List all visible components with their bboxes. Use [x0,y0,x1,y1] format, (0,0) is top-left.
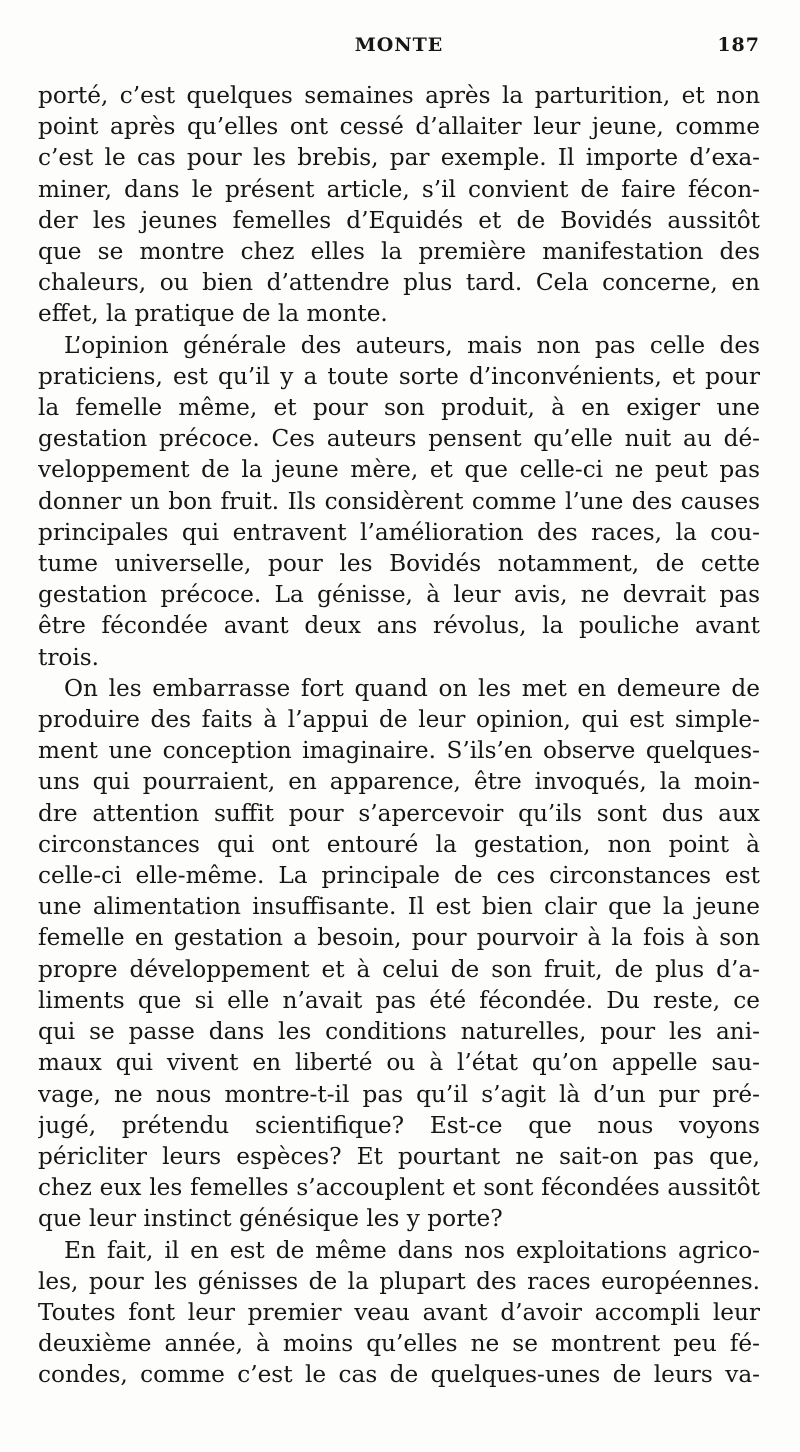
text-line: que leur instinct génésique les y porte? [38,1205,503,1233]
text-line: effet, la pratique de la monte. [38,300,388,328]
text-line: les, pour les génisses de la plupart des races européennes. [38,1267,760,1295]
text-line: qui se passe dans les conditions naturelles, pour les ani- [38,1018,760,1046]
text-line: femelle en gestation a besoin, pour pourvoir à la fois à son [38,924,760,952]
text-line: uns qui pourraient, en apparence, être invoqués, la moin- [38,768,760,796]
text-line: être fécondée avant deux ans révolus, la pouliche avant [38,612,760,640]
text-line: circonstances qui ont entouré la gestation, non point à [38,830,760,858]
text-line: péricliter leurs espèces? Et pourtant ne sait-on pas que, [38,1142,760,1170]
text-line: donner un bon fruit. Ils considèrent comme l’une des causes [38,487,760,515]
body-text [38,80,760,1391]
text-line: praticiens, est qu’il y a toute sorte d’inconvénients, et pour [38,362,760,390]
text-line: liments que si elle n’avait pas été fécondée. Du reste, ce [38,986,760,1014]
text-line: Toutes font leur premier veau avant d’avoir accompli leur [38,1298,760,1326]
text-line: propre développement et à celui de son fruit, de plus d’a- [38,955,760,983]
text-line: ment une conception imaginaire. S’ils’en observe quelques- [38,737,760,765]
text-line: miner, dans le présent article, s’il convient de faire fécon- [38,175,760,203]
text-line: maux qui vivent en liberté ou à l’état qu’on appelle sau- [38,1049,760,1077]
text-line: principales qui entravent l’amélioration des races, la cou- [38,518,760,546]
text-line: porté, c’est quelques semaines après la parturition, et non [38,82,760,109]
text-line: dre attention suffit pour s’apercevoir qu’ils sont dus aux [38,799,760,827]
text-line: trois. [38,643,100,671]
text-line: que se montre chez elles la première manifestation des [38,238,760,266]
text-line: En fait, il en est de même dans nos exploitations agrico- [64,1236,760,1264]
text-line: deuxième année, à moins qu’elles ne se montrent peu fé- [38,1330,760,1358]
text-line: der les jeunes femelles d’Equidés et de Bovidés aussitôt [38,206,760,234]
text-line: tume universelle, pour les Bovidés notamment, de cette [38,550,760,578]
text-line: L’opinion générale des auteurs, mais non pas celle des [64,331,760,359]
text-line: condes, comme c’est le cas de quelques-unes de leurs va- [38,1361,760,1389]
text-line: gestation précoce. Ces auteurs pensent qu’elle nuit au dé- [38,425,760,453]
paragraph [38,80,760,330]
text-line: une alimentation insuffisante. Il est bien clair que la jeune [38,893,760,921]
paragraph [38,673,760,1235]
text-line: celle-ci elle-même. La principale de ces circonstances est [38,862,760,890]
text-line: veloppement de la jeune mère, et que celle-ci ne peut pas [38,456,760,484]
page-number: 187 [717,34,760,56]
text-line: chaleurs, ou bien d’attendre plus tard. Cela concerne, en [38,269,760,297]
text-line: la femelle même, et pour son produit, à en exiger une [38,394,760,422]
text-line: produire des faits à l’appui de leur opinion, qui est simple- [38,706,760,734]
text-line: jugé, prétendu scientifique? Est-ce que nous voyons [38,1111,760,1139]
text-line: On les embarrasse fort quand on les met en demeure de [64,674,760,702]
running-head [38,34,760,60]
text-line: c’est le cas pour les brebis, par exemple. Il importe d’exa- [38,144,760,172]
text-line: gestation précoce. La génisse, à leur avis, ne devrait pas [38,581,760,609]
paragraph [38,1235,760,1391]
text-line: chez eux les femelles s’accouplent et sont fécondées aussitôt [38,1174,760,1202]
running-title: MONTE [354,34,444,56]
text-line: vage, ne nous montre-t-il pas qu’il s’agit là d’un pur pré- [38,1080,760,1108]
text-line: point après qu’elles ont cessé d’allaiter leur jeune, comme [38,113,760,141]
paragraph [38,330,760,673]
